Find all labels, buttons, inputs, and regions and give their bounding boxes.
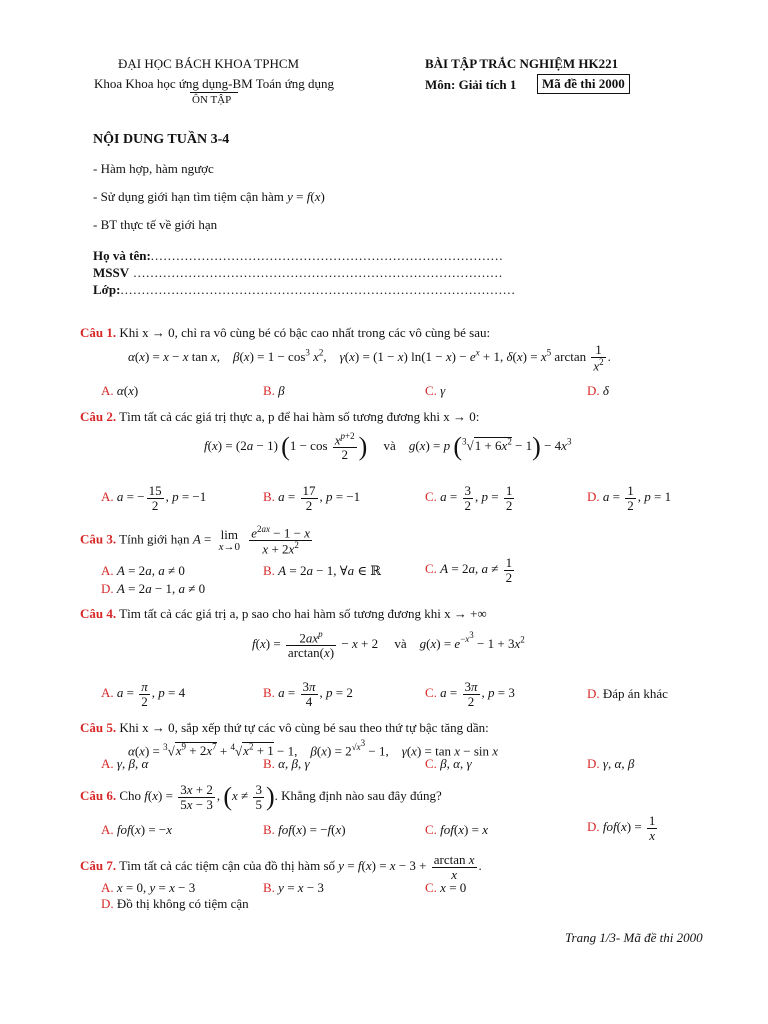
q3-option-b[interactable]: B. A = 2a − 1, ∀a ∈ ℝ xyxy=(263,563,382,578)
q1-option-a[interactable]: A. α(x) xyxy=(101,383,139,398)
exam-code-box: Mã đề thi 2000 xyxy=(537,74,630,94)
q5-option-d[interactable]: D. γ, α, β xyxy=(587,756,635,771)
q6-option-d[interactable]: D. fof(x) = $\frac{1}{x}$ xyxy=(587,813,656,843)
page-footer: Trang 1/3- Mã đề thi 2000 xyxy=(565,930,703,945)
q1-option-d[interactable]: D. δ xyxy=(587,383,609,398)
q6-option-c[interactable]: C. fof(x) = x xyxy=(425,822,488,837)
q5-option-a[interactable]: A. γ, β, α xyxy=(101,756,149,771)
q7-option-b[interactable]: B. y = x − 3 xyxy=(263,880,324,895)
id-row[interactable]: MSSV ....................................................................................... xyxy=(93,265,504,280)
q3-option-d[interactable]: D. A = 2a − 1, a ≠ 0 xyxy=(101,581,206,596)
question-5: Câu 5. Khi x → 0, sắp xếp thứ tự các vô cùng bé sau theo thứ tự bậc tăng dần: xyxy=(80,720,489,735)
q5-option-c[interactable]: C. β, α, γ xyxy=(425,756,472,771)
question-1-formula: α(x) = x − x tan x, $\beta(x) = 1 - \cos^3 x^2$, γ(x) = (1 − x) $\ln(1 - x) - e^x + 1$, $\delta(x) = x^5$ arctan $\frac{1}{x^2}$ . xyxy=(128,342,611,373)
q2-option-d[interactable]: D. a = $\frac{1}{2}$ , p = 1 xyxy=(587,483,672,513)
name-label: Họ và tên: xyxy=(93,248,151,263)
question-4-formula: f(x) = $\frac{2ax^p}{\arctan(x)}$ − x + 2 và $g(x) = e^{-x^3} - 1 + 3x^2$ xyxy=(252,629,525,660)
q4-option-c[interactable]: C. a = $\frac{3\pi}{2}$ , p = 3 xyxy=(425,679,515,709)
review-rule xyxy=(190,92,238,93)
subject: Môn: Giải tích 1 xyxy=(425,77,517,92)
q4-option-b[interactable]: B. a = $\frac{3\pi}{4}$ , p = 2 xyxy=(263,679,353,709)
q1-option-c[interactable]: C. γ xyxy=(425,383,446,398)
class-row[interactable]: Lớp:............................................................................................. xyxy=(93,282,516,297)
id-label: MSSV xyxy=(93,265,130,280)
class-label: Lớp: xyxy=(93,282,121,297)
name-row[interactable]: Họ và tên:................................................................................... xyxy=(93,248,504,263)
question-3: Câu 3. Tính giới hạn A = lim x→0 $\frac{e^{2ax} - 1 - x}{x + 2x^2}$ xyxy=(80,524,310,557)
question-5-formula: $\alpha(x) = ^3√x^9 + 2x^7 + ^4√x^2 + 1 - 1$, $\beta(x) = 2^{√x^3} - 1$, γ(x) = tan x − sin x xyxy=(128,738,499,759)
q7-option-a[interactable]: A. x = 0, y = x − 3 xyxy=(101,880,196,895)
q6-option-b[interactable]: B. fof(x) = −f(x) xyxy=(263,822,346,837)
question-4: Câu 4. Tìm tất cả các giá trị a, p sao cho hai hàm số tương đương khi x → +∞ xyxy=(80,606,487,621)
q2-option-b[interactable]: B. a = $\frac{17}{2}$ , p = −1 xyxy=(263,483,361,513)
q3-option-a[interactable]: A. A = 2a, a ≠ 0 xyxy=(101,563,185,578)
q4-option-d[interactable]: D. Đáp án khác xyxy=(587,686,668,701)
q2-option-a[interactable]: A. a = − $\frac{15}{2}$ , p = −1 xyxy=(101,483,207,513)
question-2-formula: f(x) = (2a − 1) (1 − cos $\frac{x^{p+2}}{2}$ ) và g(x) = p $(^3√1 + 6x^2 - 1) - 4x^3$ xyxy=(204,431,572,462)
question-1: Câu 1. Khi x → 0, chỉ ra vô cùng bé có bậc cao nhất trong các vô cùng bé sau: xyxy=(80,325,491,340)
university-name: ĐẠI HỌC BÁCH KHOA TPHCM xyxy=(118,56,300,71)
q3-option-c[interactable]: C. A = 2a, a ≠ $\frac{1}{2}$ xyxy=(425,555,513,585)
department-name: Khoa Khoa học ứng dụng-BM Toán ứng dụng xyxy=(94,76,335,91)
content-item: - Hàm hợp, hàm ngược xyxy=(93,161,214,176)
q2-option-c[interactable]: C. a = $\frac{3}{2}$ , p = $\frac{1}{2}$ xyxy=(425,483,513,513)
content-heading: NỘI DUNG TUẦN 3-4 xyxy=(93,132,230,147)
content-item: - Sử dụng giới hạn tìm tiệm cận hàm y = f(x) xyxy=(93,189,325,204)
content-item: - BT thực tế về giới hạn xyxy=(93,217,218,232)
q6-option-a[interactable]: A. fof(x) = −x xyxy=(101,822,173,837)
q1-option-b[interactable]: B. β xyxy=(263,383,285,398)
question-6: Câu 6. Cho f(x) = $\frac{3x + 2}{5x - 3}$ , (x ≠ $\frac{3}{5}$ ). Khẳng định nào sau đây đúng? xyxy=(80,782,442,812)
question-2: Câu 2. Tìm tất cả các giá trị thực a, p để hai hàm số tương đương khi x → 0: xyxy=(80,409,480,424)
q4-option-a[interactable]: A. a = $\frac{\pi}{2}$ , p = 4 xyxy=(101,679,186,709)
exam-title: BÀI TẬP TRẮC NGHIỆM HK221 xyxy=(425,56,619,71)
q7-option-d[interactable]: D. Đồ thị không có tiệm cận xyxy=(101,896,249,911)
q5-option-b[interactable]: B. α, β, γ xyxy=(263,756,310,771)
question-7: Câu 7. Tìm tất cả các tiệm cận của đồ thị hàm số y = f(x) = x − 3 + $\frac{\text{arctan x}}{x}$ . xyxy=(80,852,482,882)
review-label: ÔN TẬP xyxy=(192,94,232,106)
q7-option-c[interactable]: C. x = 0 xyxy=(425,880,467,895)
